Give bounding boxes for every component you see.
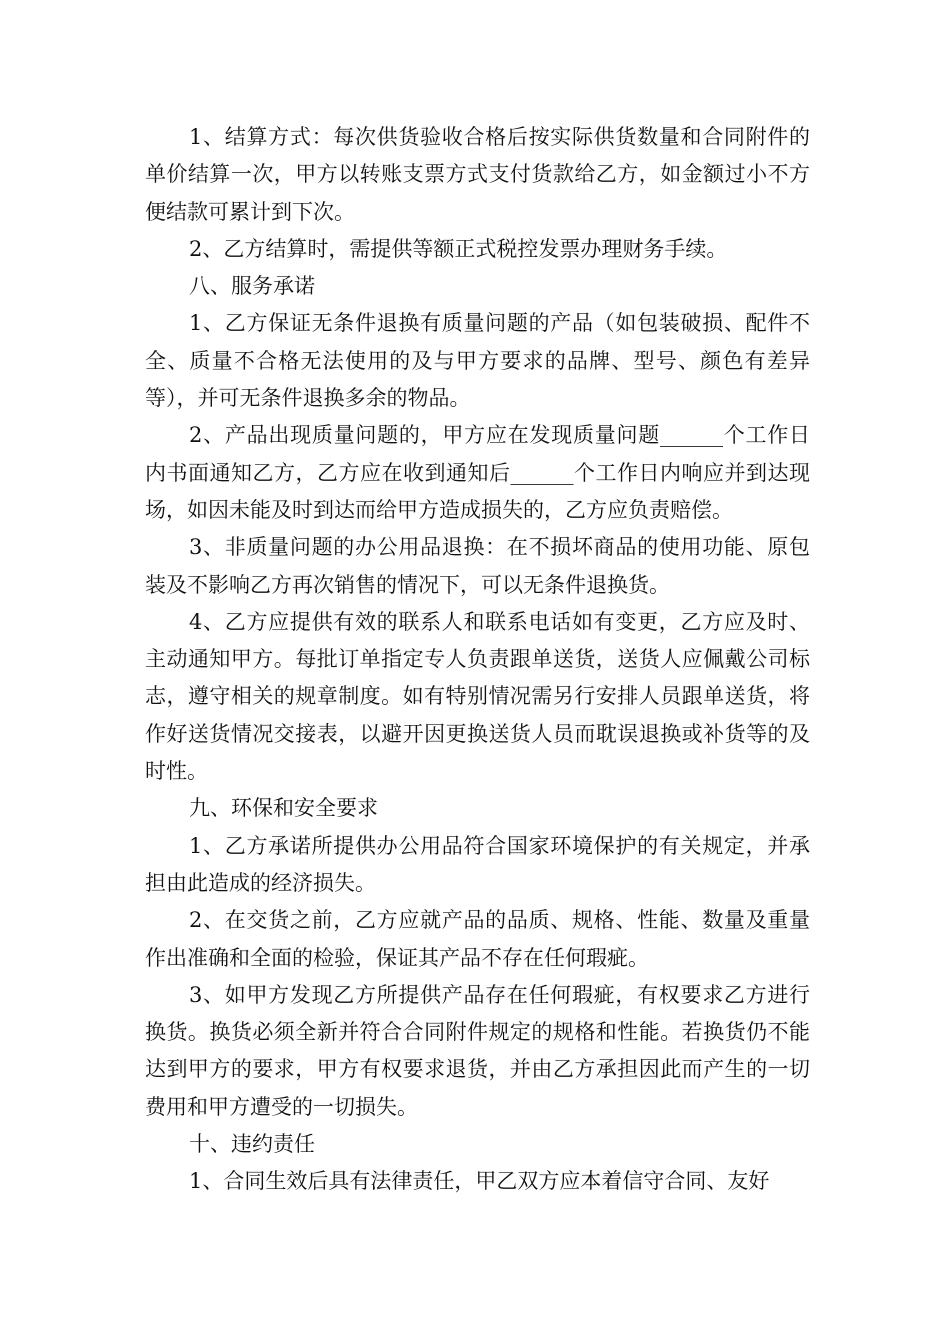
- paragraph-environment-3: 3、如甲方发现乙方所提供产品存在任何瑕疵，有权要求乙方进行换货。换货必须全新并符合合同附件规定的规格和性能。若换货仍不能达到甲方的要求，甲方有权要求退货，并由乙方承担因此而产生的一切费用和甲方遭受的一切损失。: [145, 982, 810, 1119]
- paragraph-service-4: 4、乙方应提供有效的联系人和联系电话如有变更，乙方应及时、主动通知甲方。每批订单指定专人负责跟单送货，送货人应佩戴公司标志，遵守相关的规章制度。如有特别情况需另行安排人员跟单送货，将作好送货情况交接表，以避开因更换送货人员而耽误退换或补货等的及时性。: [145, 609, 810, 784]
- paragraph-environment-1: 1、乙方承诺所提供办公用品符合国家环境保护的有关规定，并承担由此造成的经济损失。: [145, 833, 810, 895]
- paragraph-settlement-method: 1、结算方式：每次供货验收合格后按实际供货数量和合同附件的单价结算一次，甲方以转账支票方式支付货款给乙方，如金额过小不方便结款可累计到下次。: [145, 125, 810, 224]
- section-heading-environment: 九、环保和安全要求: [189, 796, 378, 821]
- section-heading-liability: 十、违约责任: [189, 1132, 315, 1157]
- paragraph-liability-1: 1、合同生效后具有法律责任，甲乙双方应本着信守合同、友好: [189, 1169, 770, 1194]
- paragraph-service-1: 1、乙方保证无条件退换有质量问题的产品（如包装破损、配件不全、质量不合格无法使用的及与甲方要求的品牌、型号、颜色有差异等），并可无条件退换多余的物品。: [145, 311, 810, 411]
- paragraph-environment-2: 2、在交货之前，乙方应就产品的品质、规格、性能、数量及重量作出准确和全面的检验，保证其产品不存在任何瑕疵。: [145, 908, 810, 970]
- paragraph-service-2: 2、产品出现质量问题的，甲方应在发现质量问题______个工作日内书面通知乙方，乙方应在收到通知后______个工作日内响应并到达现场，如因未能及时到达而给甲方造成损失的，乙方应负责赔偿。: [145, 423, 810, 522]
- paragraph-service-3: 3、非质量问题的办公用品退换：在不损坏商品的使用功能、原包装及不影响乙方再次销售的情况下，可以无条件退换货。: [145, 535, 810, 597]
- section-heading-service: 八、服务承诺: [189, 274, 315, 299]
- document-body: [145, 119, 810, 1201]
- paragraph-invoice: 2、乙方结算时，需提供等额正式税控发票办理财务手续。: [189, 236, 728, 261]
